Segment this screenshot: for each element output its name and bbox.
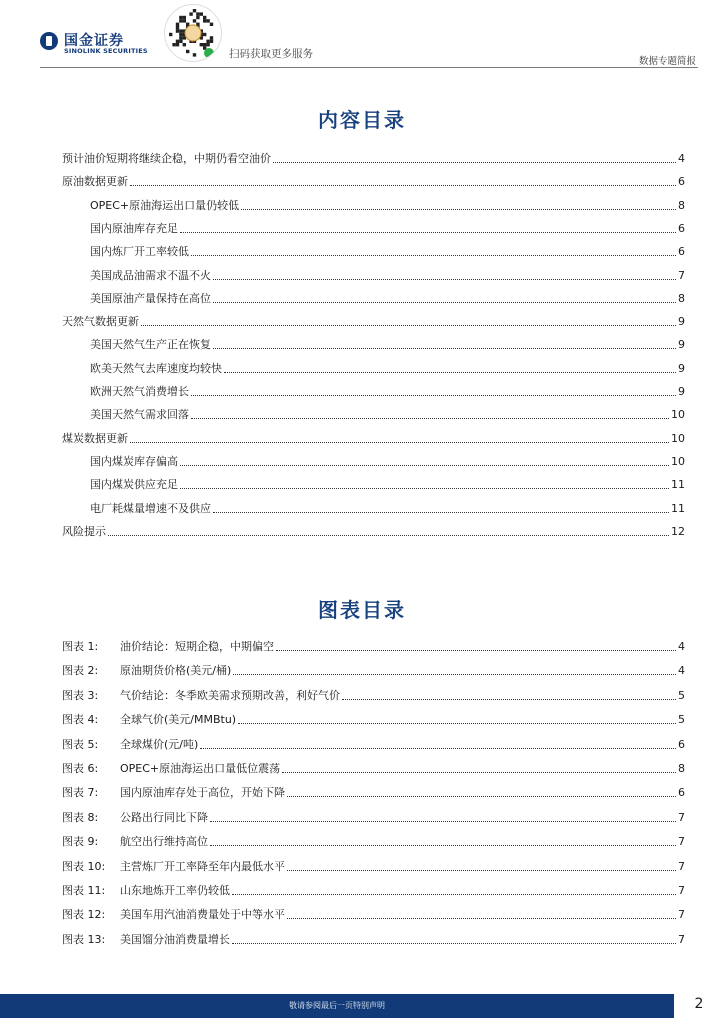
dot-leader xyxy=(213,279,676,280)
dot-leader xyxy=(130,442,669,443)
footer-disclaimer: 敬请参阅最后一页特别声明 xyxy=(289,1001,385,1010)
figure-entry[interactable] xyxy=(62,736,685,752)
contents-entry-title: 美国天然气生产正在恢复 xyxy=(90,338,211,352)
contents-entry-page: 6 xyxy=(678,221,685,235)
figure-entry-text xyxy=(62,908,285,922)
figure-entry[interactable] xyxy=(62,906,685,922)
dot-leader xyxy=(191,418,669,419)
figure-entry-title: 全球煤价(元/吨) xyxy=(120,737,199,751)
figure-entry-title: 油价结论：短期企稳，中期偏空 xyxy=(120,640,274,653)
figure-entry[interactable] xyxy=(62,809,685,825)
contents-entry-title: 预计油价短期将继续企稳，中期仍看空油价 xyxy=(62,152,271,165)
figure-entry-text xyxy=(62,640,274,654)
figure-entry-text xyxy=(62,835,208,849)
figure-entry[interactable] xyxy=(62,858,685,874)
figure-entry-title: 美国车用汽油消费量处于中等水平 xyxy=(120,908,285,922)
figure-entry-text xyxy=(62,689,340,703)
contents-entry-title: 电厂耗煤量增速不及供应 xyxy=(90,501,211,515)
dot-leader xyxy=(287,918,676,919)
contents-entry-page: 11 xyxy=(671,501,685,515)
dot-leader xyxy=(232,943,676,944)
contents-entry-title: 煤炭数据更新 xyxy=(62,431,128,445)
contents-entry-page: 8 xyxy=(678,198,685,212)
contents-entry[interactable] xyxy=(62,430,685,446)
figure-entry-title: 国内原油库存处于高位，开始下降 xyxy=(120,786,285,800)
figure-entry-title: 航空出行维持高位 xyxy=(120,835,208,849)
figure-entry-label: 图表 3: xyxy=(62,688,99,702)
contents-entry-title: 风险提示 xyxy=(62,524,106,538)
figure-entry-page: 8 xyxy=(678,762,685,775)
figure-entry-label: 图表 8: xyxy=(62,810,99,824)
dot-leader xyxy=(191,255,676,256)
dot-leader xyxy=(224,372,676,373)
contents-entry[interactable] xyxy=(90,267,685,283)
dot-leader xyxy=(108,535,669,536)
dot-leader xyxy=(141,325,676,326)
contents-entry[interactable] xyxy=(90,360,685,376)
figure-entry[interactable] xyxy=(62,784,685,800)
figure-entry-label: 图表 4: xyxy=(62,713,99,727)
figure-entry[interactable] xyxy=(62,931,685,947)
contents-entry-title: 美国天然气需求回落 xyxy=(90,408,189,422)
contents-entry-title: 天然气数据更新 xyxy=(62,315,139,329)
logo-chinese-name: 国金证券 xyxy=(64,33,124,49)
contents-entry[interactable] xyxy=(90,220,685,236)
dot-leader xyxy=(342,699,676,700)
figure-entry-page: 7 xyxy=(678,835,685,849)
figure-entry-page: 5 xyxy=(678,713,685,727)
figure-entry-text xyxy=(62,713,236,727)
dot-leader xyxy=(238,723,676,724)
dot-leader xyxy=(191,395,676,396)
dot-leader xyxy=(287,796,676,797)
page-number: 2 xyxy=(694,996,704,1012)
figure-entry-label: 图表 6: xyxy=(62,762,99,775)
figure-entry-title: 公路出行同比下降 xyxy=(120,810,208,824)
contents-entry-page: 6 xyxy=(678,245,685,259)
figure-entry[interactable] xyxy=(62,638,685,654)
figure-entry-text xyxy=(62,738,198,752)
contents-entry[interactable] xyxy=(90,500,685,516)
figure-entry-text xyxy=(62,933,230,947)
figure-entry-page: 6 xyxy=(678,737,685,751)
contents-entry[interactable] xyxy=(90,383,685,399)
qr-caption: 扫码获取更多服务 xyxy=(229,48,313,60)
contents-entry[interactable] xyxy=(90,406,685,422)
contents-entry-title: 欧美天然气去库速度均较快 xyxy=(90,361,222,375)
contents-entry-page: 4 xyxy=(678,152,685,165)
contents-entry[interactable] xyxy=(90,290,685,306)
contents-entry[interactable] xyxy=(62,313,685,329)
dot-leader xyxy=(276,650,676,651)
dot-leader xyxy=(287,870,676,871)
figure-entry-label: 图表 5: xyxy=(62,737,99,751)
figure-entry-page: 4 xyxy=(678,664,685,678)
dot-leader xyxy=(233,674,676,675)
dot-leader xyxy=(180,488,669,489)
contents-title: 内容目录 xyxy=(318,108,406,132)
dot-leader xyxy=(180,232,676,233)
contents-entry-page: 10 xyxy=(671,431,685,445)
figure-entry[interactable] xyxy=(62,833,685,849)
contents-entry-page: 9 xyxy=(678,338,685,352)
contents-entry-title: 原油数据更新 xyxy=(62,175,128,189)
contents-entry-page: 7 xyxy=(678,268,685,282)
figure-entry-page: 7 xyxy=(678,859,685,873)
figure-entry-title: 气价结论：冬季欧美需求预期改善，利好气价 xyxy=(120,688,340,702)
figure-entry[interactable] xyxy=(62,687,685,703)
contents-entry-page: 8 xyxy=(678,291,685,305)
dot-leader xyxy=(213,302,676,303)
figure-entry-page: 7 xyxy=(678,810,685,824)
report-type-label: 数据专题简报 xyxy=(638,56,696,67)
contents-entry-page: 11 xyxy=(671,478,685,492)
figure-entry[interactable] xyxy=(62,882,685,898)
contents-entry[interactable] xyxy=(90,336,685,352)
figure-entry-title: 全球气价(美元/MMBtu) xyxy=(120,713,237,727)
dot-leader xyxy=(130,185,676,186)
figure-entry-text xyxy=(62,762,280,776)
contents-entry-title: OPEC+原油海运出口量仍较低 xyxy=(90,198,240,212)
figure-entry-page: 4 xyxy=(678,640,685,653)
figure-entry-label: 图表 13: xyxy=(62,932,106,946)
contents-entry[interactable] xyxy=(62,173,685,189)
contents-entry[interactable] xyxy=(62,523,685,539)
figure-entry-label: 图表 11: xyxy=(62,884,106,897)
figure-entry-label: 图表 2: xyxy=(62,664,99,678)
contents-entry[interactable] xyxy=(90,453,685,469)
figure-entry-label: 图表 7: xyxy=(62,786,99,800)
figures-title: 图表目录 xyxy=(318,598,406,622)
logo-english-name: SINOLINK SECURITIES xyxy=(64,47,148,55)
contents-entry[interactable] xyxy=(62,150,685,166)
figure-entry-label: 图表 1: xyxy=(62,640,99,653)
contents-entry-page: 12 xyxy=(671,524,685,538)
contents-entry-title: 欧洲天然气消费增长 xyxy=(90,385,189,398)
figure-entry-title: 主营炼厂开工率降至年内最低水平 xyxy=(120,859,285,873)
figure-entry-text xyxy=(62,664,231,678)
dot-leader xyxy=(210,821,676,822)
figure-entry-label: 图表 9: xyxy=(62,835,99,849)
figure-entry-label: 图表 12: xyxy=(62,908,106,922)
dot-leader xyxy=(282,772,676,773)
contents-entry-title: 美国成品油需求不温不火 xyxy=(90,268,211,282)
figure-entry-label: 图表 10: xyxy=(62,859,106,873)
contents-entry-title: 国内炼厂开工率较低 xyxy=(90,245,189,259)
dot-leader xyxy=(232,894,676,895)
figure-entry-title: 山东地炼开工率仍较低 xyxy=(120,884,230,897)
figure-entry-text xyxy=(62,811,208,825)
contents-entry-page: 9 xyxy=(678,315,685,329)
figure-entry-text xyxy=(62,860,285,874)
figure-entry-title: OPEC+原油海运出口量低位震荡 xyxy=(120,762,281,775)
figure-entry-page: 6 xyxy=(678,786,685,800)
figure-entry-page: 7 xyxy=(678,884,685,897)
figure-entry[interactable] xyxy=(62,662,685,678)
dot-leader xyxy=(213,348,676,349)
contents-entry[interactable] xyxy=(90,476,685,492)
figure-entry-title: 原油期货价格(美元/桶) xyxy=(120,664,232,678)
contents-entry-page: 9 xyxy=(678,361,685,375)
figure-entry-page: 7 xyxy=(678,908,685,922)
contents-entry-page: 10 xyxy=(671,454,685,468)
dot-leader xyxy=(241,209,676,210)
dot-leader xyxy=(213,512,669,513)
figure-entry-text xyxy=(62,786,285,800)
contents-entry-page: 9 xyxy=(678,385,685,398)
dot-leader xyxy=(210,845,676,846)
figure-entry-page: 7 xyxy=(678,932,685,946)
figure-entry-title: 美国馏分油消费量增长 xyxy=(120,932,230,946)
figure-entry[interactable] xyxy=(62,711,685,727)
dot-leader xyxy=(273,162,676,163)
contents-entry-page: 10 xyxy=(671,408,685,422)
contents-entry[interactable] xyxy=(90,243,685,259)
contents-entry-title: 国内煤炭供应充足 xyxy=(90,478,178,492)
contents-entry[interactable] xyxy=(90,197,685,213)
contents-entry-title: 美国原油产量保持在高位 xyxy=(90,291,211,305)
dot-leader xyxy=(200,748,676,749)
figure-entry-text xyxy=(62,884,230,898)
contents-entry-title: 国内原油库存充足 xyxy=(90,221,178,235)
figure-entry-page: 5 xyxy=(678,688,685,702)
figure-entry[interactable] xyxy=(62,760,685,776)
dot-leader xyxy=(180,465,669,466)
contents-entry-title: 国内煤炭库存偏高 xyxy=(90,454,178,468)
contents-entry-page: 6 xyxy=(678,175,685,189)
footer-bar xyxy=(0,994,674,1018)
